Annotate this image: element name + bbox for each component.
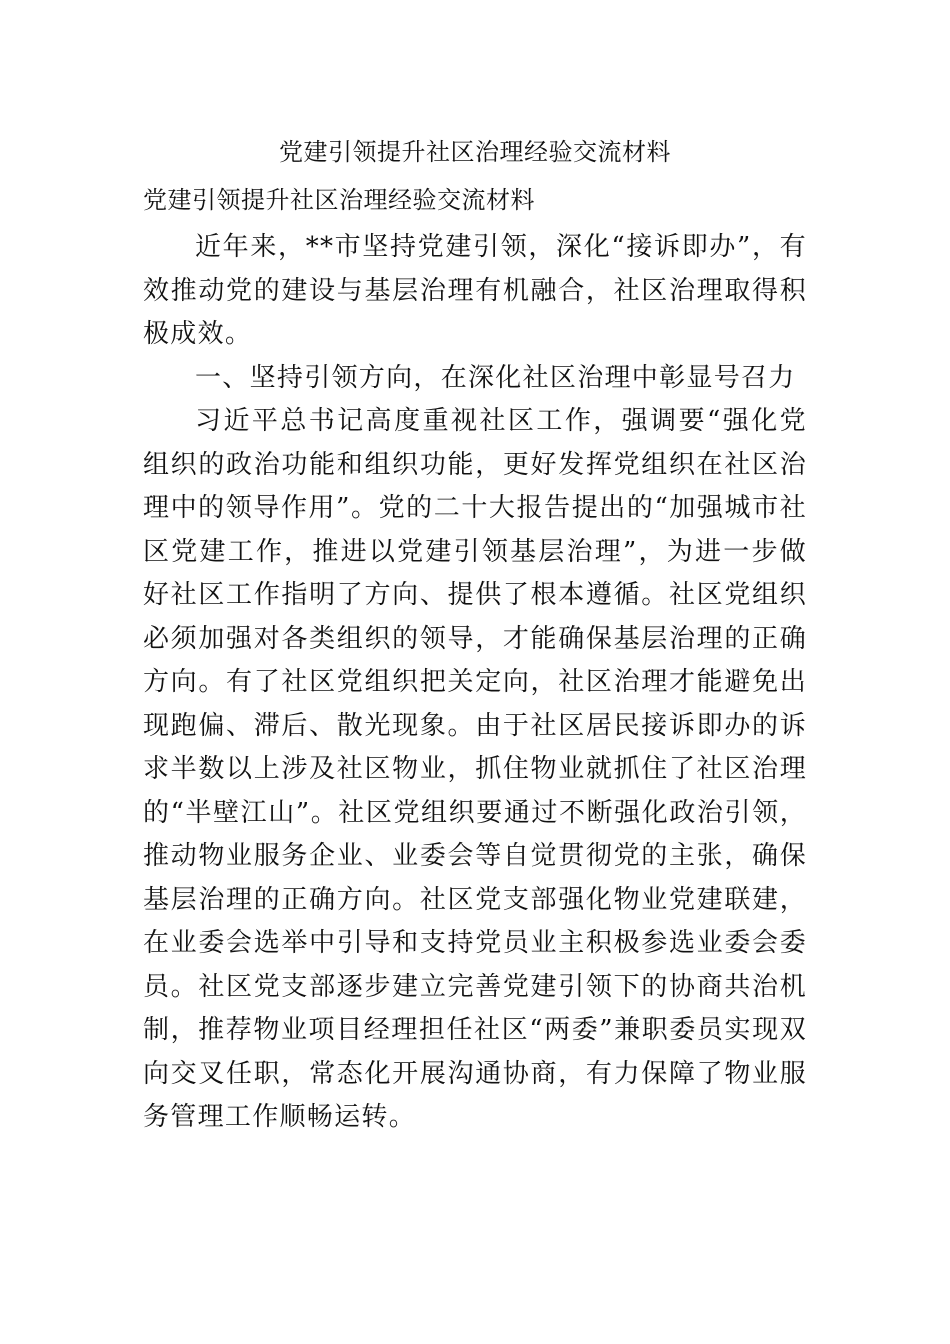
section-paragraph-1: 习近平总书记高度重视社区工作，强调要“强化党组织的政治功能和组织功能，更好发挥党组织在社区治理中的领导作用”。党的二十大报告提出的“加强城市社区党建工作，推进以党建引领基层治理”，为进一步做好社区工作指明了方向、提供了根本遵循。社区党组织必须加强对各类组织的领导，才能确保基层治理的正确方向。有了社区党组织把关定向，社区治理才能避免出现跑偏、滞后、散光现象。由于社区居民接诉即办的诉求半数以上涉及社区物业，抓住物业就抓住了社区治理的“半壁江山”。社区党组织要通过不断强化政治引领，推动物业服务企业、业委会等自觉贯彻党的主张，确保基层治理的正确方向。社区党支部强化物业党建联建，在业委会选举中引导和支持党员业主积极参选业委会委员。社区党支部逐步建立完善党建引领下的协商共治机制，推荐物业项目经理担任社区“两委”兼职委员实现双向交叉任职，常态化开展沟通协商，有力保障了物业服务管理工作顺畅运转。 bbox=[143, 406, 807, 1132]
document-title: 党建引领提升社区治理经验交流材料 bbox=[279, 138, 671, 166]
section-heading-1: 一、坚持引领方向，在深化社区治理中彰显号召力 bbox=[195, 362, 796, 393]
intro-paragraph: 近年来，**市坚持党建引领，深化“接诉即办”，有效推动党的建设与基层治理有机融合，社区治理取得积极成效。 bbox=[143, 232, 807, 349]
document-subtitle: 党建引领提升社区治理经验交流材料 bbox=[143, 186, 535, 214]
document-body bbox=[143, 180, 807, 1140]
